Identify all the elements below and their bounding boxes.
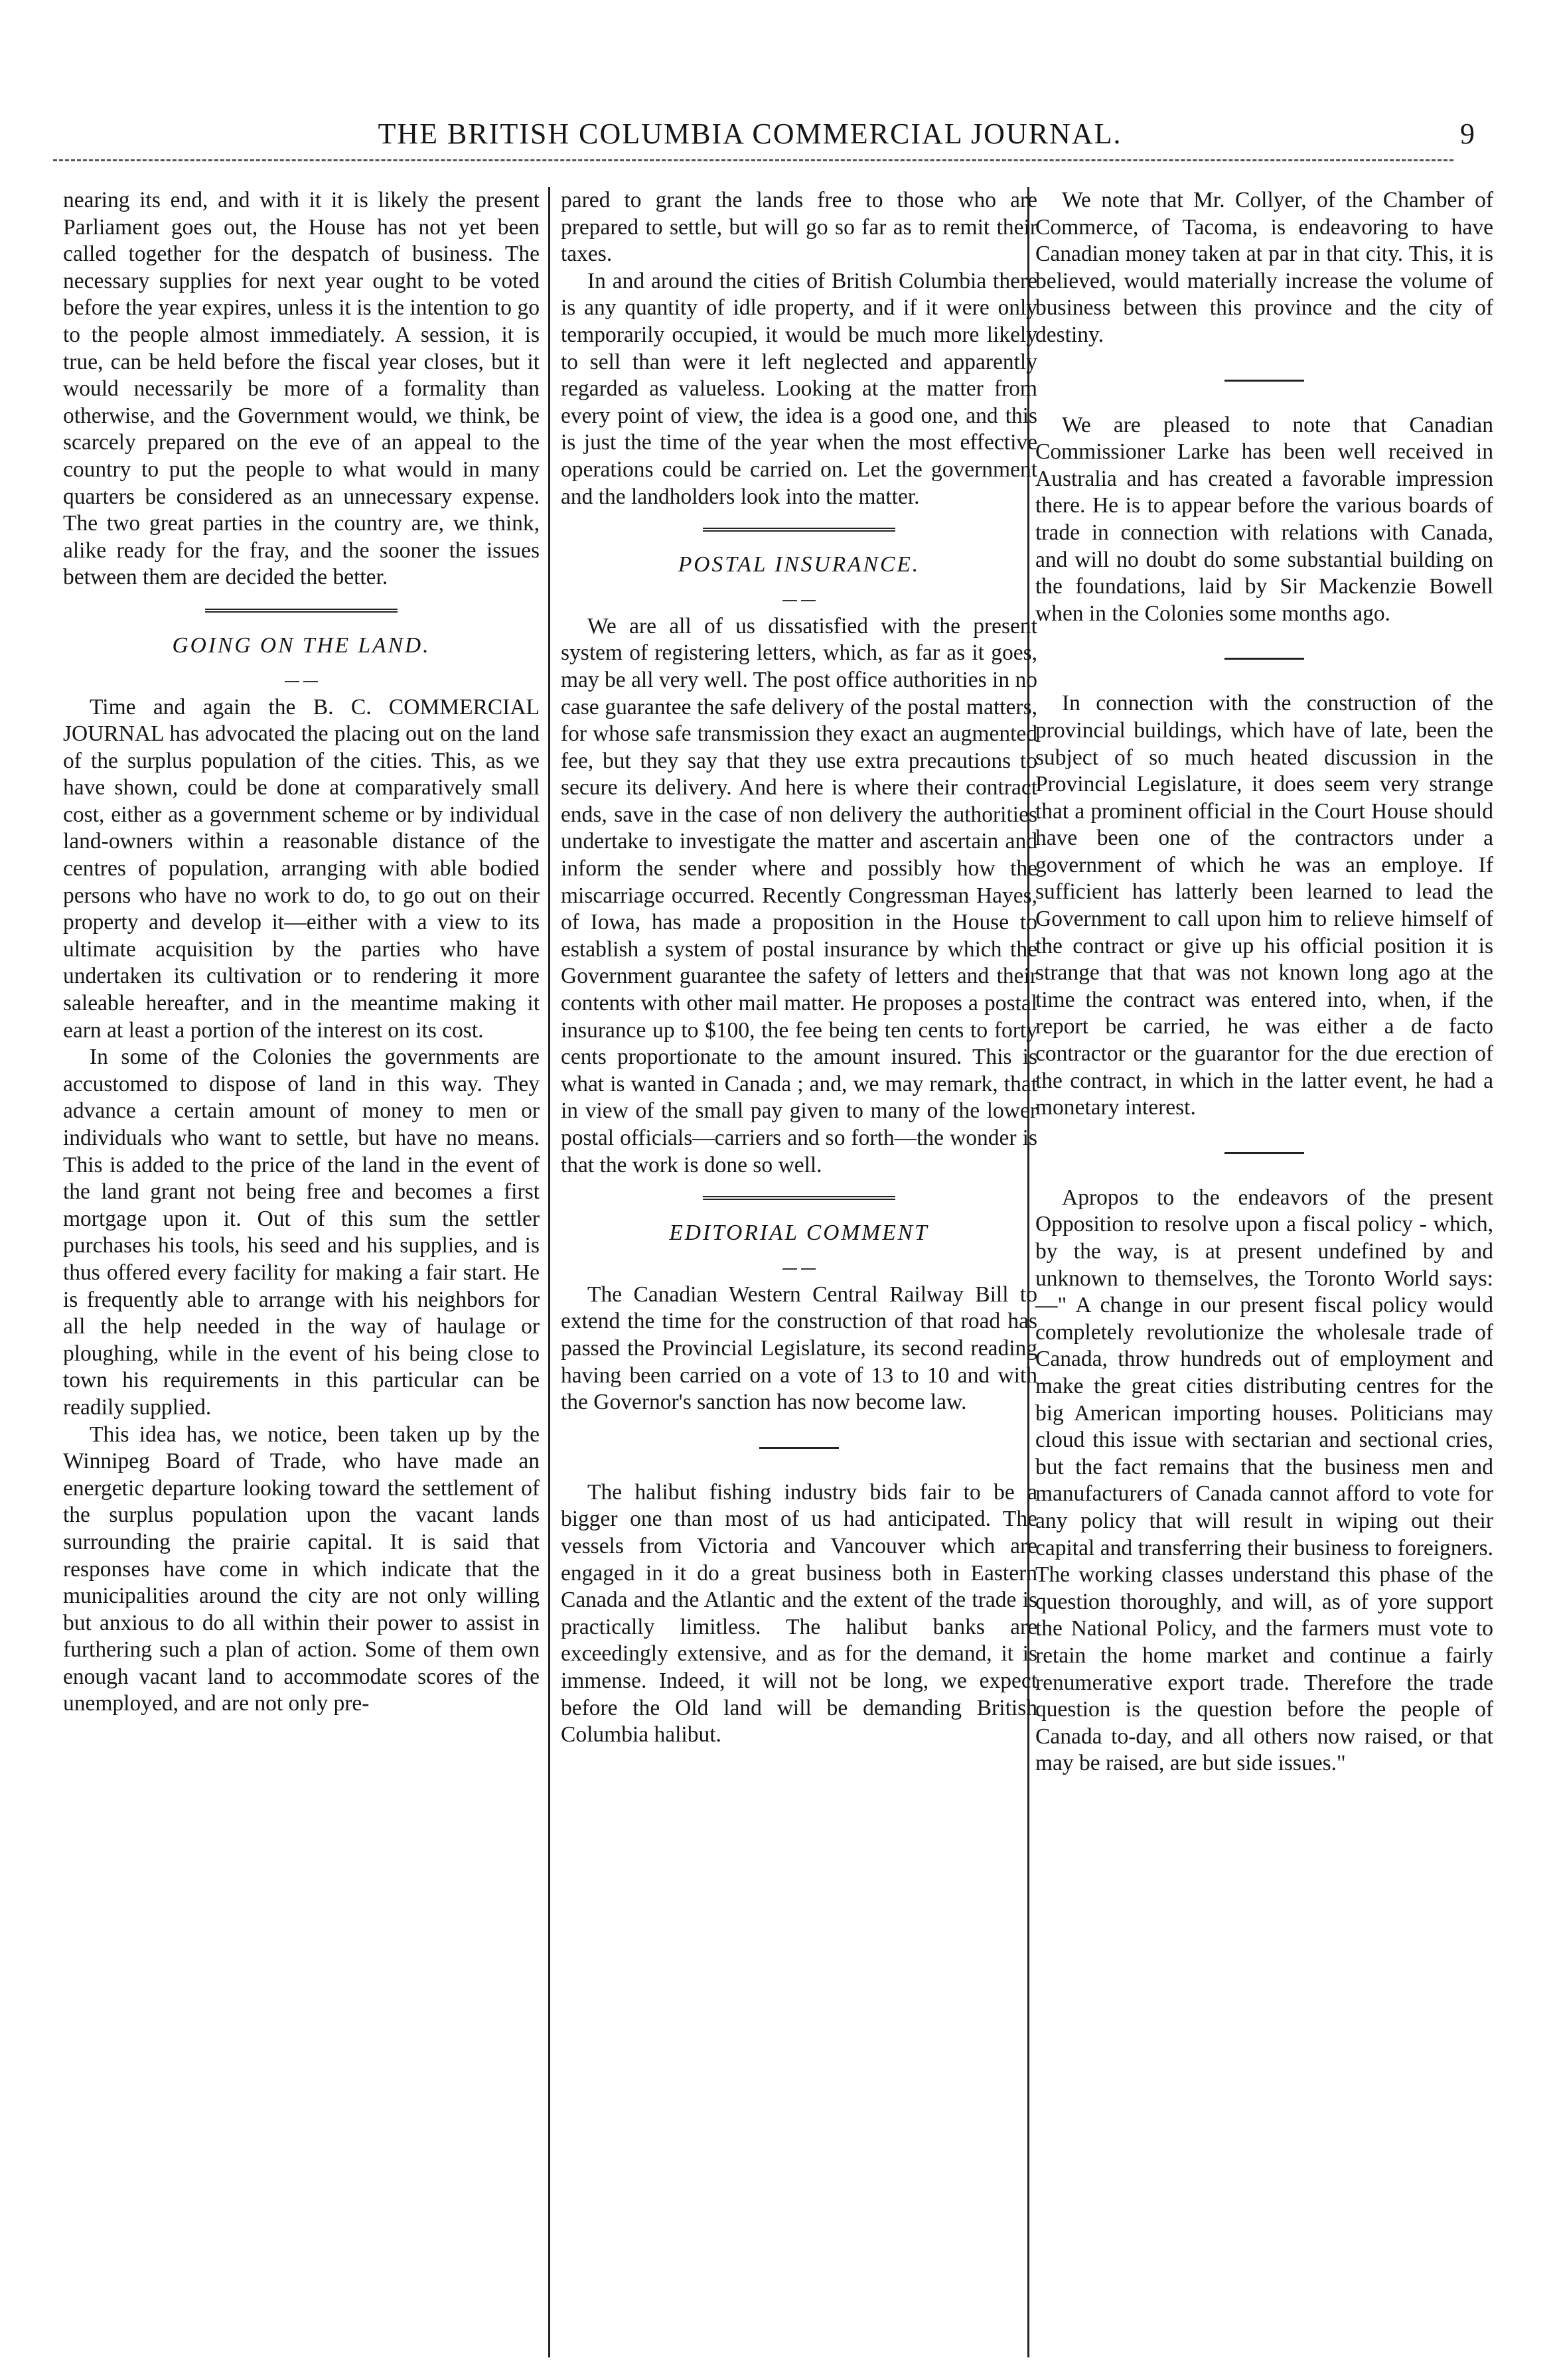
separator-rule	[1224, 1152, 1304, 1154]
header-rule	[53, 159, 1453, 161]
column-3	[1035, 187, 1493, 1777]
article-paragraph: pared to grant the lands free to those who are prepared to settle, but will go so far as to remit their taxes.	[561, 188, 1037, 267]
article-paragraph: nearing its end, and with it it is likely the present Parliament goes out, the House has not yet been called together for the despatch of business. The necessary supplies for next year ought to be voted before the year expires, unless it is the intention to go to the people almost immediately. A session, it is true, can be held before the fiscal year closes, but it would necessarily be more of a formality than otherwise, and the Government would, we think, be scarcely prepared on the eve of an appeal to the country to put the people to what would in many quarters be considered as an unnecessary expense. The two great parties in the country are, we think, alike ready for the fray, and the sooner the issues between them are decided the better.	[63, 188, 540, 590]
article-paragraph: In connection with the construction of the provincial buildings, which have of late, been the subject of so much heated discussion in the Provincial Legislature, it does seem very strange that a prominent official in the Court House should have been one of the contractors under a government of which he was an employe. If sufficient has latterly been learned to lead the Government to call upon him to relieve himself of the contract or give up his official position it is strange that that was not known long ago at the time the contract was entered into, when, if the report be carried, he was either a de facto contractor or the guarantor for the due erection of the contract, in which in the latter event, he had a monetary interest.	[1035, 691, 1493, 1120]
section-rule	[703, 1196, 895, 1203]
section-rule	[205, 609, 398, 615]
page-header	[0, 112, 1555, 158]
article-paragraph: Time and again the B. C. COMMERCIAL JOURNAL has advocated the placing out on the land of the surplus population of the cities. This, as we have shown, could be done at comparatively small cost, either as a government scheme or by individual land-owners within a reasonable distance of the centres of population, arranging with able bodied persons who have no work to do, to go out on their property and develop it—either with a view to its ultimate acquisition by the parties who have undertaken its cultivation or to rendering it more saleable hereafter, and in the meantime making it earn at least a portion of the interest on its cost.	[63, 694, 540, 1043]
separator-rule	[759, 1447, 839, 1449]
column-2	[561, 187, 1037, 1749]
article-paragraph: In some of the Colonies the governments are accustomed to dispose of land in this way. They advance a certain amount of money to men or individuals who want to settle, but have no means. This is added to the price of the land in the event of the land grant not being free and becomes a first mortgage upon it. Out of this sum the settler purchases his tools, his seed and his supplies, and is thus offered every facility for making a fair start. He is frequently able to arrange with his neighbors for all the help needed in the way of haulage or ploughing, while in the event of his being close to town his requirements in this particular can be readily supplied.	[63, 1045, 540, 1420]
article-heading: EDITORIAL COMMENT	[669, 1221, 929, 1246]
heading-dash	[561, 1250, 1037, 1276]
article-paragraph: This idea has, we notice, been taken up by the Winnipeg Board of Trade, who have made an energetic departure looking toward the settlement of the surplus population upon the vacant lands surrounding the prairie capital. It is said that responses have come in which indicate that the municipalities around the city are not only willing but anxious to do all within their power to assist in furthering such a plan of action. Some of them own enough vacant land to accommodate scores of the unemployed, and are not only pre-	[63, 1422, 540, 1716]
article-heading: POSTAL INSURANCE.	[678, 552, 921, 577]
article-paragraph: We are all of us dissatisfied with the present system of registering letters, which, as far as it goes, may be all very well. The post office authorities in no case guarantee the safe delivery of the postal matters, for whose safe transmission they exact an augmented fee, but they say that they use extra precautions to secure its delivery. And here is where their contract ends, save in the case of non delivery the authorities undertake to investigate the matter and ascertain and inform the sender where and possibly how the miscarriage occurred. Recently Congressman Hayes, of Iowa, has made a proposition in the House to establish a system of postal insurance by which the Government guarantee the safety of letters and their contents with other mail matter. He proposes a postal insurance up to $100, the fee being ten cents to forty cents proportionate to the amount insured. This is what is wanted in Canada ; and, we may remark, that in view of the small pay given to many of the lower postal officials—carriers and so forth—the wonder is that the work is done so well.	[561, 613, 1037, 1177]
article-paragraph: Apropos to the endeavors of the present Opposition to resolve upon a fiscal policy - which, by the way, is at present undefined by and unknown to themselves, the Toronto World says: —" A change in our present fiscal policy would completely revolutionize the wholesale trade of Canada, throw hundreds out of employment and make the great cities distributing centres for the big American importing houses. Politicians may cloud this issue with sectarian and sectional cries, but the fact remains that the business men and manufacturers of Canada cannot afford to vote for any policy that will result in wiping out their capital and transferring their business to foreigners. The working classes understand this phase of the question thoroughly, and will, as of yore support the National Policy, and the farmers must vote to retain the home market and continue a fairly renumerative export trade. Therefore the trade question is the question before the people of Canada to-day, and all others now raised, or that may be raised, are but side issues."	[1035, 1185, 1493, 1776]
separator-rule	[1224, 658, 1304, 660]
page-number: 9	[1460, 117, 1475, 150]
article-paragraph: We are pleased to note that Canadian Commissioner Larke has been well received in Australia and has created a favorable impression there. He is to appear before the various boards of trade in connection with relations with Canada, and will no doubt do some substantial building on the foundations, laid by Sir Mackenzie Bowell when in the Colonies some months ago.	[1035, 412, 1493, 626]
column-divider	[548, 187, 550, 2357]
journal-title: THE BRITISH COLUMBIA COMMERCIAL JOURNAL.	[378, 117, 1122, 150]
column-1	[63, 187, 540, 1718]
article-paragraph: The Canadian Western Central Railway Bill to extend the time for the construction of that road has passed the Provincial Legislature, its second reading having been carried on a vote of 13 to 10 and with the Governor's sanction has now become law.	[561, 1282, 1037, 1415]
heading-dash	[63, 662, 540, 689]
article-paragraph: The halibut fishing industry bids fair to be a bigger one than most of us had anticipated. The vessels from Victoria and Vancouver which are engaged in it do a great business both in Eastern Canada and the Atlantic and the extent of the trade is practically limitless. The halibut banks are exceedingly extensive, and as for the demand, it is immense. Indeed, it will not be long, we expect before the Old land will be demanding British Columbia halibut.	[561, 1479, 1037, 1748]
article-paragraph: We note that Mr. Collyer, of the Chamber of Commerce, of Tacoma, is endeavoring to have Canadian money taken at par in that city. This, it is believed, would materially increase the volume of business between this province and the city of destiny.	[1035, 188, 1493, 347]
heading-dash	[561, 581, 1037, 608]
section-rule	[703, 528, 895, 534]
article-heading: GOING ON THE LAND.	[172, 632, 431, 658]
separator-rule	[1224, 380, 1304, 382]
article-paragraph: In and around the cities of British Columbia there is any quantity of idle property, and if it were only temporarily occupied, it would be much more likely to sell than were it left neglected and apparently regarded as valueless. Looking at the matter from every point of view, the idea is a good one, and this is just the time of the year when the most effective operations could be carried on. Let the government and the landholders look into the matter.	[561, 268, 1037, 509]
